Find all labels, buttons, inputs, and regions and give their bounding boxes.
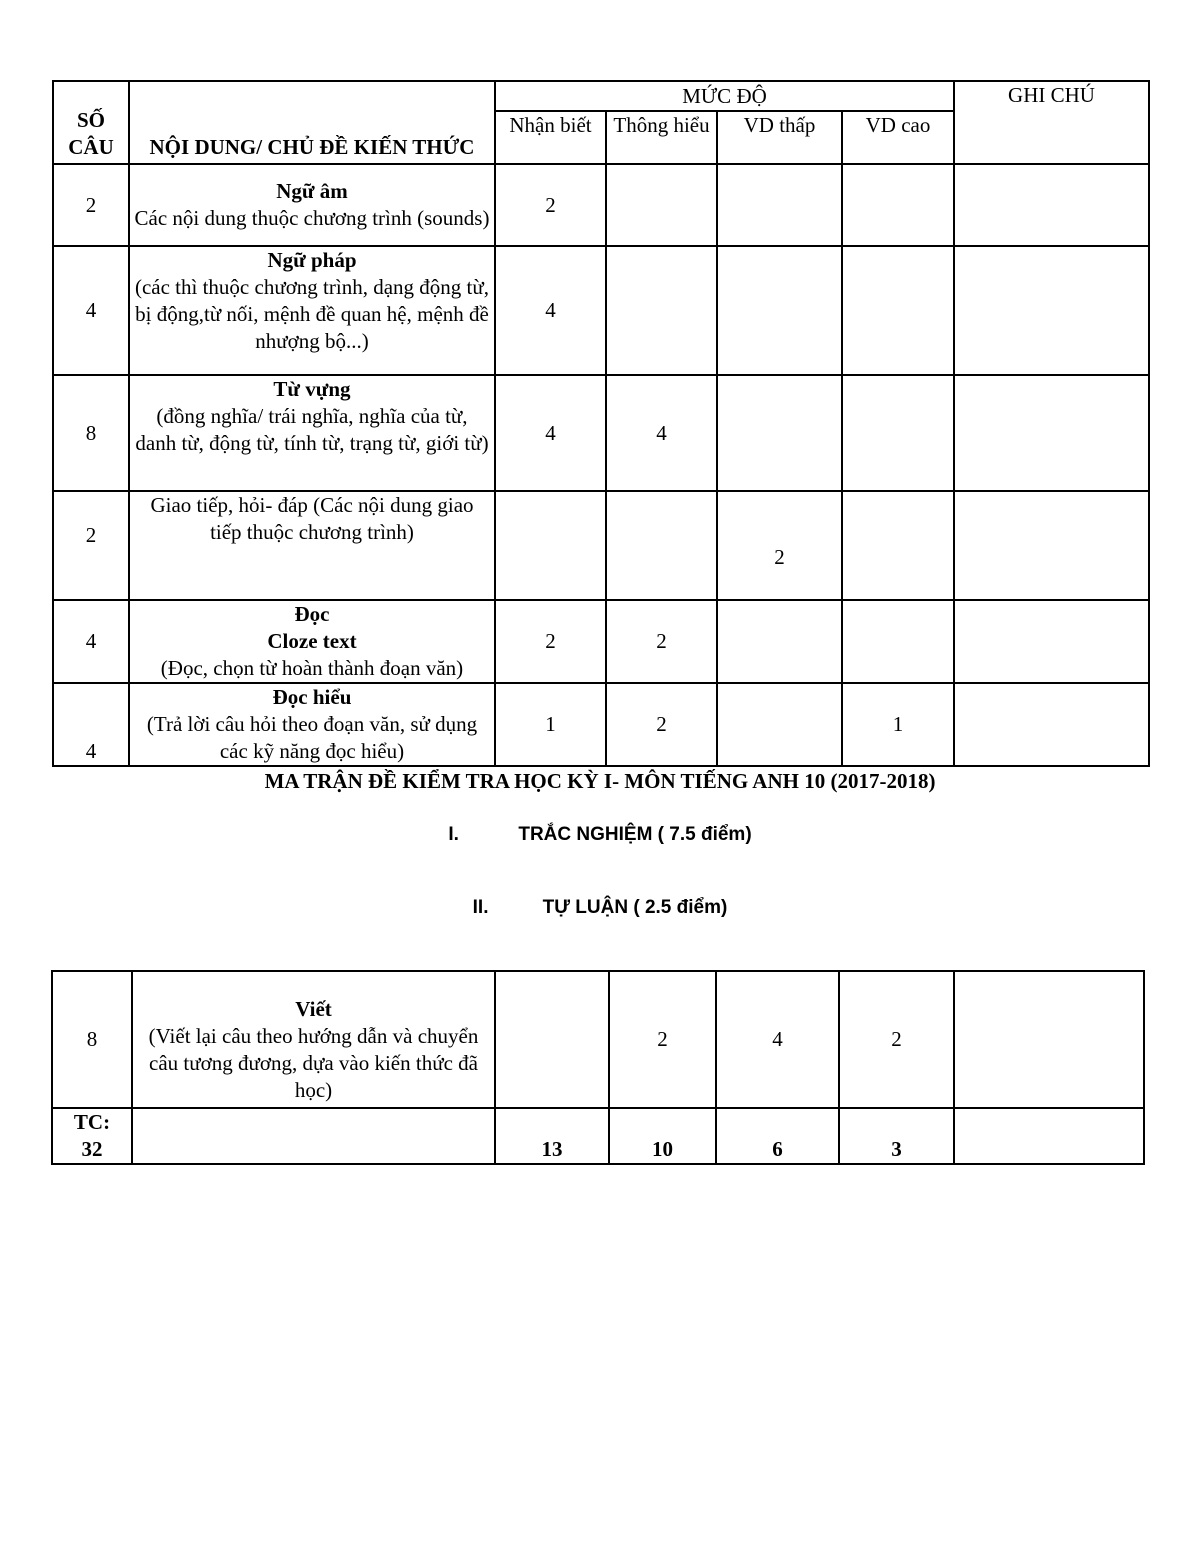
section-number: I. [448,824,459,845]
so-cau-cell: 4 [53,600,129,683]
ghi-chu-cell [954,1108,1144,1164]
nhan-biet-cell: 2 [495,600,606,683]
vd-cao-cell: 2 [839,971,954,1108]
ghi-chu-cell [954,491,1149,600]
ghi-chu-cell [954,375,1149,491]
vd-cao-cell [842,375,954,491]
table-row [53,164,1149,246]
header-ghi-chu: GHI CHÚ [954,81,1149,164]
thong-hieu-cell: 2 [609,971,716,1108]
header-vd-cao: VD cao [842,111,954,164]
ghi-chu-cell [954,246,1149,375]
topic-title: Từ vựng [273,377,351,401]
topic-desc: (Đọc, chọn từ hoàn thành đoạn văn) [160,656,464,680]
topic-title: Ngữ pháp [267,248,357,272]
vd-cao-cell [842,246,954,375]
table-row [52,971,1144,1108]
nhan-biet-cell [495,971,609,1108]
table-row [53,491,1149,600]
vd-cao-cell: 1 [842,683,954,766]
total-row [52,1108,1144,1164]
matrix-table-part2 [51,970,1145,1165]
section-heading-2 [0,897,1200,919]
total-nhan-biet: 13 [495,1108,609,1164]
topic-title: Viết [295,996,332,1021]
total-thong-hieu: 10 [609,1108,716,1164]
thong-hieu-cell [606,164,717,246]
table-row [53,600,1149,683]
ghi-chu-cell [954,600,1149,683]
topic-subtitle: Cloze text [267,629,357,653]
so-cau-cell: 2 [53,164,129,246]
section-number: II. [472,897,489,918]
ghi-chu-cell [954,971,1144,1108]
header-muc-do: MỨC ĐỘ [495,81,954,111]
ghi-chu-cell [954,164,1149,246]
vd-thap-cell [717,246,842,375]
vd-cao-cell [842,491,954,600]
topic-title: Đọc hiểu [272,685,352,709]
total-vd-thap: 6 [716,1108,839,1164]
so-cau-cell: 4 [53,246,129,375]
table-row [53,246,1149,375]
vd-cao-cell [842,600,954,683]
total-vd-cao: 3 [839,1108,954,1164]
header-so-cau: SỐ CÂU [53,81,129,164]
section-label: TỰ LUẬN ( 2.5 điểm) [542,897,728,918]
topic-desc: Các nội dung thuộc chương trình (sounds) [134,206,490,230]
vd-thap-cell [717,375,842,491]
topic-desc: Giao tiếp, hỏi- đáp (Các nội dung giao tiếp thuộc chương trình) [150,493,474,544]
thong-hieu-cell: 2 [606,600,717,683]
nhan-biet-cell [495,491,606,600]
nhan-biet-cell: 1 [495,683,606,766]
ghi-chu-cell [954,683,1149,766]
topic-title: Ngữ âm [276,179,348,203]
vd-thap-cell: 2 [717,491,842,600]
section-heading-1 [0,824,1200,846]
topic-desc: (đồng nghĩa/ trái nghĩa, nghĩa của từ, danh từ, động từ, tính từ, trạng từ, giới từ) [135,404,489,455]
thong-hieu-cell [606,491,717,600]
topic-title: Đọc [294,602,330,626]
nhan-biet-cell: 2 [495,164,606,246]
so-cau-cell: 4 [53,683,129,766]
total-count: 32 [81,1137,103,1161]
vd-thap-cell [717,600,842,683]
topic-desc: (Trả lời câu hỏi theo đoạn văn, sử dụng các kỹ năng đọc hiểu) [146,712,478,763]
so-cau-cell: 8 [52,971,132,1108]
table-row [53,375,1149,491]
vd-cao-cell [842,164,954,246]
nhan-biet-cell: 4 [495,375,606,491]
section-label: TRẮC NGHIỆM ( 7.5 điểm) [518,824,752,845]
vd-thap-cell: 4 [716,971,839,1108]
nhan-biet-cell: 4 [495,246,606,375]
thong-hieu-cell: 4 [606,375,717,491]
header-thong-hieu: Thông hiểu [606,111,717,164]
so-cau-cell: 8 [53,375,129,491]
header-vd-thap: VD thấp [717,111,842,164]
topic-desc: (Viết lại câu theo hướng dẫn và chuyển câu tương đương, dựa vào kiến thức đã học) [148,1023,479,1102]
table-row [53,683,1149,766]
vd-thap-cell [717,683,842,766]
thong-hieu-cell: 2 [606,683,717,766]
total-label: TC: [73,1110,111,1134]
header-nhan-biet: Nhận biết [495,111,606,164]
matrix-table-part1 [52,80,1150,767]
thong-hieu-cell [606,246,717,375]
vd-thap-cell [717,164,842,246]
header-noi-dung: NỘI DUNG/ CHỦ ĐỀ KIẾN THỨC [129,81,495,164]
so-cau-cell: 2 [53,491,129,600]
topic-desc: (các thì thuộc chương trình, dạng động từ, bị động,từ nối, mệnh đề quan hệ, mệnh đề nhượng bộ...) [134,275,490,353]
page-title: MA TRẬN ĐỀ KIỂM TRA HỌC KỲ I- MÔN TIẾNG ANH 10 (2017-2018) [264,769,936,793]
